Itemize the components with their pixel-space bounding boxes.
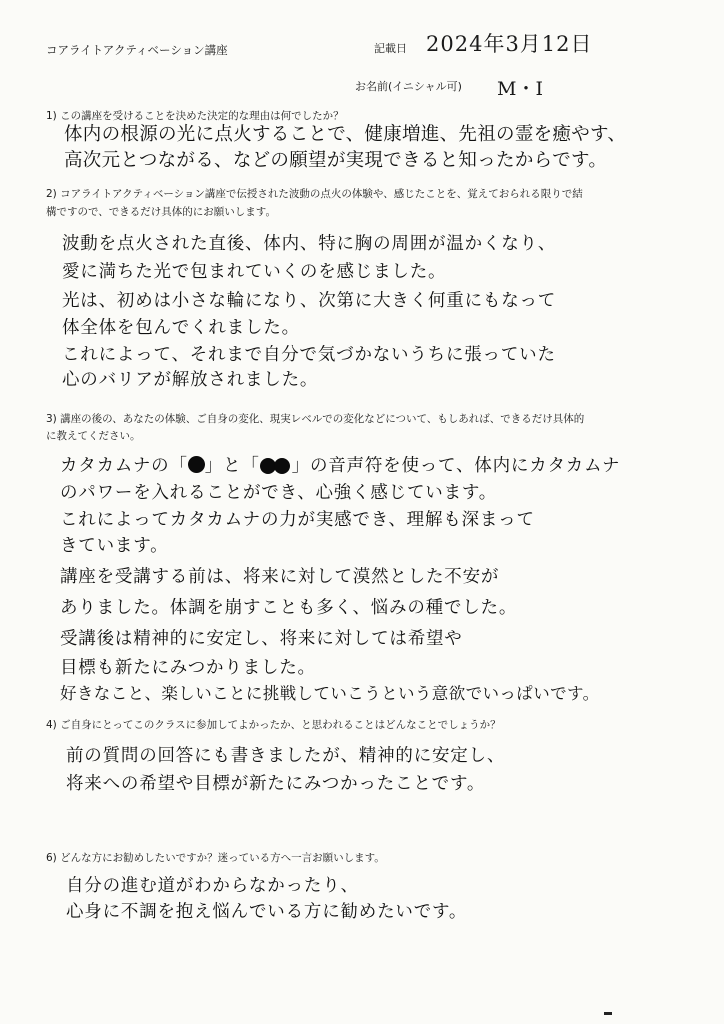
answer-3-line-1	[60, 452, 620, 477]
question-3-line-1: 3) 講座の後の、あなたの体験、ご自身の変化、現実レベルでの変化などについて、もしあれば、できるだけ具体的	[46, 413, 585, 425]
redacted-dots-icon	[260, 458, 292, 476]
scan-mark	[604, 1012, 612, 1015]
answer-2-line-2: 愛に満ちた光で包まれていくのを感じました。	[62, 262, 447, 282]
answer-4-line-2: 将来への希望や目標が新たにみつかったことです。	[66, 774, 486, 794]
answer-3-line-1-post: 」の音声符を使って、体内にカタカムナ	[291, 456, 621, 476]
redacted-dot-icon	[188, 456, 205, 473]
answer-3-line-4: きています。	[60, 536, 169, 556]
answer-3-line-9: 好きなこと、楽しいことに挑戦していこうという意欲でいっぱいです。	[60, 684, 600, 703]
question-2-line-1: 2) コアライトアクティベーション講座で伝授された波動の点火の体験や、感じたことを、覚えておられる限りで結	[46, 188, 583, 200]
answer-1-line-2: 高次元とつながる、などの願望が実現できると知ったからです。	[64, 150, 608, 171]
answer-4-line-1: 前の質問の回答にも書きましたが、精神的に安定し、	[66, 746, 506, 766]
answer-2-line-5: これによって、それまで自分で気づかないうちに張っていた	[62, 345, 556, 365]
question-4: 4) ご自身にとってこのクラスに参加してよかったか、と思われることはどんなことでしょうか？	[46, 719, 501, 731]
answer-3-line-1-pre: カタカムナの「	[60, 456, 188, 476]
answer-3-line-7: 受講後は精神的に安定し、将来に対しては希望や	[60, 629, 463, 649]
answer-6-line-2: 心身に不調を抱え悩んでいる方に勧めたいです。	[66, 902, 468, 922]
answer-3-line-5: 講座を受講する前は、将来に対して漠然とした不安が	[60, 567, 500, 587]
answer-2-line-4: 体全体を包んでくれました。	[62, 318, 300, 338]
question-2-line-2: 構ですので、できるだけ具体的にお願いします。	[46, 206, 276, 218]
answer-3-line-3: これによってカタカムナの力が実感でき、理解も深まって	[60, 510, 535, 530]
question-3-line-2: に教えてください。	[46, 430, 141, 442]
answer-2-line-1: 波動を点火された直後、体内、特に胸の周囲が温かくなり、	[62, 234, 557, 254]
answer-2-line-6: 心のバリアが解放されました。	[62, 370, 319, 390]
question-6: 6) どんな方にお勧めしたいですか？迷っている方へ一言お願いします。	[46, 852, 385, 864]
date-value: 2024年3月12日	[426, 32, 593, 56]
answer-2-line-3: 光は、初めは小さな輪になり、次第に大きく何重にもなって	[62, 291, 557, 311]
answer-3-line-1-mid: 」と「	[204, 456, 260, 476]
answer-1-line-1: 体内の根源の光に点火することで、健康増進、先祖の霊を癒やす、	[64, 124, 627, 145]
answer-6-line-1: 自分の進む道がわからなかったり、	[66, 876, 359, 896]
name-value: M・I	[497, 78, 543, 100]
date-label: 記載日	[374, 42, 407, 55]
name-label: お名前(イニシャル可)	[355, 80, 462, 93]
question-1: 1) この講座を受けることを決めた決定的な理由は何でしたか？	[46, 110, 344, 122]
answer-3-line-6: ありました。体調を崩すことも多く、悩みの種でした。	[60, 598, 518, 618]
course-title: コアライトアクティベーション講座	[46, 43, 228, 57]
answer-3-line-2: のパワーを入れることができ、心強く感じています。	[60, 483, 498, 503]
answer-3-line-8: 目標も新たにみつかりました。	[60, 658, 316, 678]
